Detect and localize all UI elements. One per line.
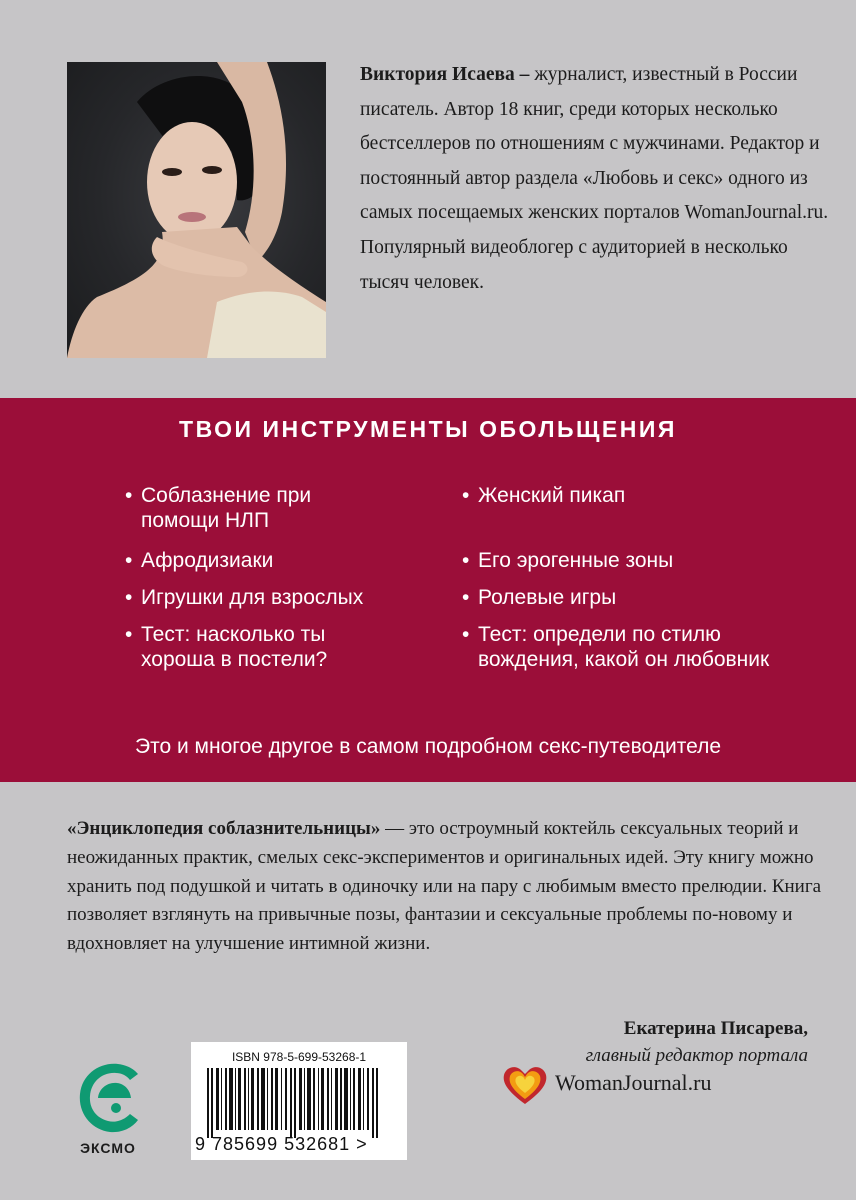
list-item: • Ролевые игры <box>462 586 617 609</box>
author-bio-text: журналист, известный в России писатель. Автор 18 книг, среди которых несколько бестселлеров по отношениям с мужчинами. Редактор и постоянный автор раздела «Любовь и секс» одного из самых посещаемых женских порталов WomanJournal.ru. Популярный видеоблогер с аудиторией в несколько тысяч человек. <box>360 64 829 293</box>
author-name: Виктория Исаева – <box>360 64 530 85</box>
bullet-icon: • <box>462 586 470 609</box>
attribution-role: главный редактор портала <box>585 1045 808 1066</box>
description-text: — это остроумный коктейль сексуальных теорий и неожиданных практик, смелых секс-экспериментов и оригинальных идей. Эту книгу можно хранить под подушкой и читать в одиночку или на пару с любимым вместо прелюдии. Книга позволяет взглянуть на привычные позы, фантазии и сексуальные проблемы по-новому и вдохновляет на улучшение интимной жизни. <box>67 818 822 955</box>
publisher-logo <box>72 1060 144 1168</box>
womanjournal-logo <box>500 1060 760 1110</box>
list-item: • Его эрогенные зоны <box>462 549 674 572</box>
list-item: • Афродизиаки <box>125 549 274 572</box>
book-description <box>67 815 832 959</box>
bullet-icon: • <box>462 549 470 572</box>
bullet-icon: • <box>125 549 133 572</box>
tools-title: ТВОИ ИНСТРУМЕНТЫ ОБОЛЬЩЕНИЯ <box>179 416 677 442</box>
list-item: • Тест: определи по стилю вождения, какой он любовник <box>462 623 770 671</box>
author-bio <box>360 58 830 300</box>
author-portrait-illustration <box>67 62 326 358</box>
tools-list-left <box>125 483 445 672</box>
list-item: • Женский пикап <box>462 484 626 507</box>
eksmo-logo-icon <box>72 1060 144 1138</box>
tools-band <box>0 398 856 782</box>
tools-list-right <box>462 483 802 672</box>
isbn-label: ISBN 978-5-699-53268-1 <box>231 1050 367 1064</box>
bullet-icon: • <box>125 586 133 609</box>
list-item: • Игрушки для взрослых <box>125 586 364 609</box>
list-item: • Соблазнение при помощи НЛП <box>125 484 312 532</box>
author-photo <box>67 62 326 358</box>
publisher-name: ЭКСМО <box>80 1140 136 1156</box>
bullet-icon: • <box>125 623 133 646</box>
barcode-bars <box>207 1068 397 1138</box>
tools-footer: Это и многое другое в самом подробном секс-путеводителе <box>134 735 722 758</box>
bullet-icon: • <box>125 484 133 507</box>
isbn-barcode <box>191 1042 407 1160</box>
bullet-icon: • <box>462 484 470 507</box>
heart-icon <box>500 1060 550 1110</box>
attribution-name: Екатерина Писарева, <box>623 1018 808 1039</box>
bullet-icon: • <box>462 623 470 646</box>
book-title: «Энциклопедия соблазнительницы» <box>67 818 381 839</box>
barcode-digits: 9 785699 532681 > <box>195 1134 368 1154</box>
list-item: • Тест: насколько ты хороша в постели? <box>125 623 328 671</box>
womanjournal-site: WomanJournal.ru <box>555 1070 712 1095</box>
